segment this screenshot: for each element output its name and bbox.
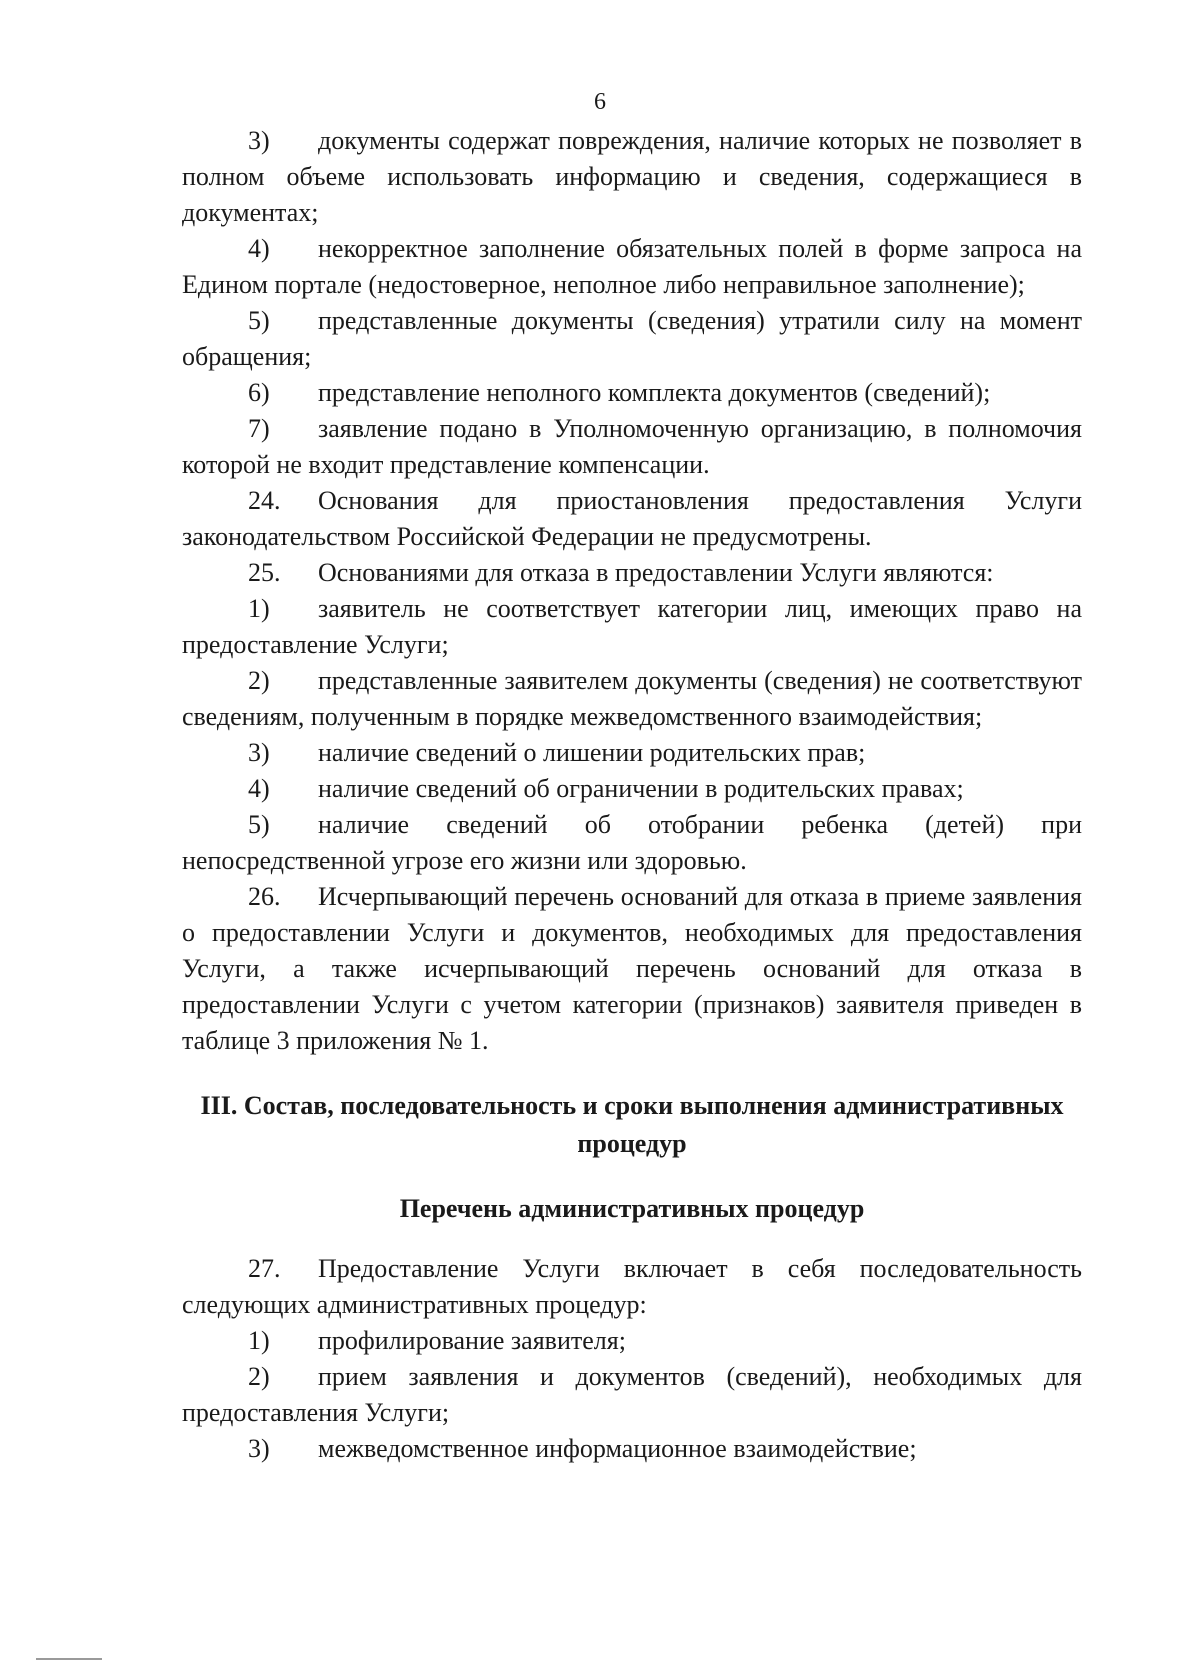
clause-26 [182, 879, 1082, 1059]
clause-number: 25. [248, 558, 281, 587]
clause-25 [182, 555, 1082, 591]
item-text: представление неполного комплекта документов (сведений); [318, 378, 991, 407]
clause-number: 24. [248, 486, 281, 515]
item-text: наличие сведений об ограничении в родительских правах; [318, 774, 964, 803]
item-text: заявитель не соответствует категории лиц, имеющих право на предоставление Услуги; [182, 594, 1082, 659]
scan-artifact [36, 1658, 102, 1660]
list-item [182, 1323, 1082, 1359]
list-item [182, 663, 1082, 735]
item-number: 1) [248, 1326, 270, 1355]
item-text: представленные документы (сведения) утратили силу на момент обращения; [182, 306, 1082, 371]
list-item [182, 375, 1082, 411]
clause-text: Основаниями для отказа в предоставлении Услуги являются: [318, 558, 994, 587]
item-text: заявление подано в Уполномоченную организацию, в полномочия которой не входит представление компенсации. [182, 414, 1082, 479]
section-heading: III. Состав, последовательность и сроки выполнения административных процедур [200, 1091, 1064, 1158]
list-item [182, 735, 1082, 771]
item-number: 4) [248, 234, 270, 263]
clause-text: Основания для приостановления предоставления Услуги законодательством Российской Федерации не предусмотрены. [182, 486, 1082, 551]
item-text: прием заявления и документов (сведений), необходимых для предоставления Услуги; [182, 1362, 1082, 1427]
list-item [182, 591, 1082, 663]
list-item [182, 303, 1082, 375]
item-text: наличие сведений о лишении родительских прав; [318, 738, 866, 767]
list-item [182, 231, 1082, 303]
list-item [182, 807, 1082, 879]
item-number: 2) [248, 1362, 270, 1391]
item-number: 2) [248, 666, 270, 695]
item-number: 5) [248, 306, 270, 335]
item-number: 1) [248, 594, 270, 623]
item-number: 3) [248, 126, 270, 155]
clause-24 [182, 483, 1082, 555]
page-number: 6 [594, 89, 606, 115]
sub-heading: Перечень административных процедур [399, 1194, 865, 1223]
list-item [182, 1359, 1082, 1431]
item-text: профилирование заявителя; [318, 1326, 626, 1355]
item-number: 3) [248, 1434, 270, 1463]
item-text: представленные заявителем документы (сведения) не соответствуют сведениям, полученным в порядке межведомственного взаимодействия; [182, 666, 1082, 731]
item-number: 7) [248, 414, 270, 443]
item-text: межведомственное информационное взаимодействие; [318, 1434, 917, 1463]
item-text: документы содержат повреждения, наличие которых не позволяет в полном объеме использовать информацию и сведения, содержащиеся в документах; [182, 126, 1082, 227]
item-number: 5) [248, 810, 270, 839]
list-item [182, 123, 1082, 231]
list-item [182, 411, 1082, 483]
document-body [182, 123, 1082, 1467]
list-item [182, 771, 1082, 807]
item-text: некорректное заполнение обязательных полей в форме запроса на Едином портале (недостоверное, неполное либо неправильное заполнение); [182, 234, 1082, 299]
clause-number: 27. [248, 1254, 281, 1283]
item-number: 6) [248, 378, 270, 407]
clause-text: Исчерпывающий перечень оснований для отказа в приеме заявления о предоставлении Услуги и документов, необходимых для предоставления Услуги, а также исчерпывающий перечень оснований для отказа в предоставлении Услуги с учетом категории (признаков) заявителя приведен в таблице 3 приложения № 1. [182, 882, 1082, 1055]
item-text: наличие сведений об отобрании ребенка (детей) при непосредственной угрозе его жизни или здоровью. [182, 810, 1082, 875]
item-number: 4) [248, 774, 270, 803]
clause-number: 26. [248, 882, 281, 911]
clause-27 [182, 1251, 1082, 1323]
clause-text: Предоставление Услуги включает в себя последовательность следующих административных процедур: [182, 1254, 1082, 1319]
list-item [182, 1431, 1082, 1467]
item-number: 3) [248, 738, 270, 767]
